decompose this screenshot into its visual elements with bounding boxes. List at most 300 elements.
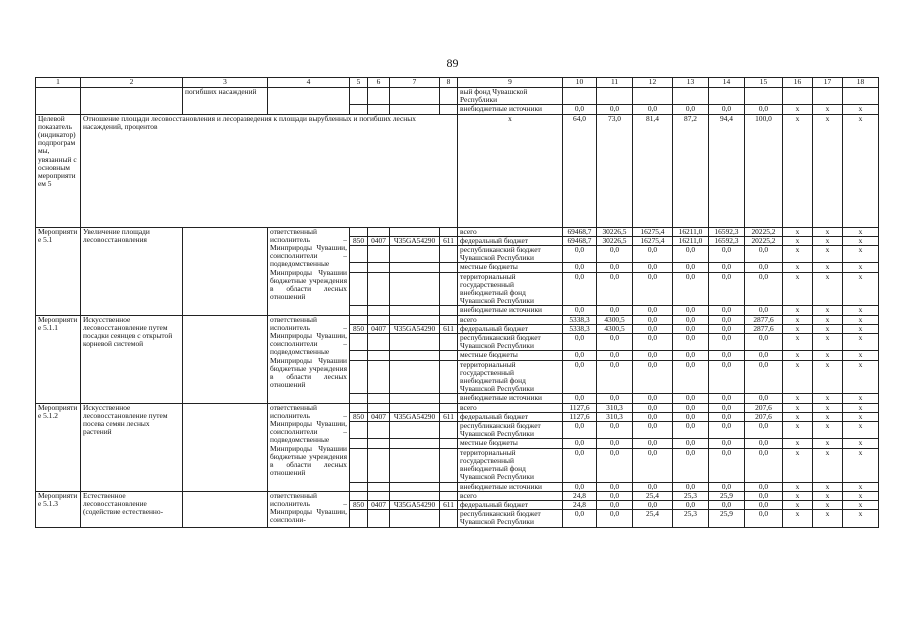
x-cell: x — [783, 114, 813, 227]
cell-code — [350, 482, 368, 491]
value-cell: 24,8 — [563, 500, 597, 509]
x-cell: x — [813, 105, 843, 114]
budget-source: местные бюджеты — [458, 439, 563, 448]
cell-code — [368, 315, 390, 324]
x-cell: x — [783, 227, 813, 236]
x-cell: x — [783, 510, 813, 527]
value-cell: 0,0 — [633, 403, 673, 412]
value-cell: 0,0 — [709, 272, 745, 306]
x-cell: x — [783, 105, 813, 114]
x-cell: x — [843, 394, 879, 403]
cell-code — [368, 351, 390, 360]
value-cell: 0,0 — [745, 422, 783, 439]
x-cell: x — [813, 482, 843, 491]
column-header: 4 — [268, 78, 350, 88]
column-header: 12 — [633, 78, 673, 88]
cell-code — [440, 88, 458, 105]
x-cell: x — [843, 236, 879, 245]
x-cell: x — [813, 351, 843, 360]
cell-code — [350, 448, 368, 482]
value-cell: 25,9 — [709, 510, 745, 527]
value-cell: 0,0 — [709, 439, 745, 448]
cell-code — [440, 403, 458, 412]
x-cell: x — [813, 334, 843, 351]
cell-code — [368, 510, 390, 527]
cell-code — [368, 439, 390, 448]
value-cell: 5338,3 — [563, 315, 597, 324]
cell-code — [368, 482, 390, 491]
value-cell: 0,0 — [709, 482, 745, 491]
value-cell: 0,0 — [633, 439, 673, 448]
value-cell: 0,0 — [597, 482, 633, 491]
value-cell: 0,0 — [745, 360, 783, 394]
value-cell: 0,0 — [745, 448, 783, 482]
x-cell: x — [843, 448, 879, 482]
value-cell: 0,0 — [745, 272, 783, 306]
value-cell: 0,0 — [709, 334, 745, 351]
x-cell: x — [783, 306, 813, 315]
value-cell: 0,0 — [597, 491, 633, 500]
x-cell: x — [813, 412, 843, 421]
value-cell: 0,0 — [709, 360, 745, 394]
column-header: 8 — [440, 78, 458, 88]
budget-code: 611 — [440, 236, 458, 245]
value-cell: 2877,6 — [745, 324, 783, 333]
measure-label: Мероприятие 5.1.2 — [36, 403, 81, 491]
column-header: 2 — [81, 78, 183, 88]
budget-source: местные бюджеты — [458, 351, 563, 360]
value-cell: 0,0 — [633, 422, 673, 439]
cell-code — [350, 439, 368, 448]
value-cell: 16211,0 — [673, 227, 709, 236]
page-number: 89 — [446, 56, 459, 70]
cell-code — [368, 403, 390, 412]
value-cell — [709, 88, 745, 105]
cell-code — [440, 422, 458, 439]
cell-code — [390, 448, 440, 482]
value-cell: 0,0 — [563, 306, 597, 315]
x-cell: x — [843, 412, 879, 421]
cell-code — [368, 263, 390, 272]
cell-code — [390, 482, 440, 491]
column-header: 16 — [783, 78, 813, 88]
cell-code — [350, 246, 368, 263]
value-cell: 25,4 — [633, 510, 673, 527]
budget-source: территориальный государственный внебюджетный фонд Чувашской Республики — [458, 360, 563, 394]
x-cell: x — [843, 263, 879, 272]
x-cell: x — [843, 334, 879, 351]
value-cell: 0,0 — [673, 448, 709, 482]
table-row — [36, 403, 879, 412]
cell-col3: погибших насаждений — [183, 88, 268, 115]
value-cell: 94,4 — [709, 114, 745, 227]
cell-code — [350, 88, 368, 105]
cell-code — [440, 105, 458, 114]
x-cell — [783, 88, 813, 105]
value-cell: 0,0 — [673, 246, 709, 263]
value-cell: 25,3 — [673, 510, 709, 527]
value-cell: 0,0 — [633, 334, 673, 351]
value-cell — [563, 88, 597, 105]
value-cell: 0,0 — [633, 394, 673, 403]
value-cell: 0,0 — [633, 263, 673, 272]
value-cell: 69468,7 — [563, 227, 597, 236]
value-cell: 0,0 — [633, 105, 673, 114]
budget-source: вый фонд Чувашской Республики — [458, 88, 563, 105]
value-cell: 0,0 — [745, 334, 783, 351]
value-cell: 0,0 — [563, 351, 597, 360]
cell-code — [390, 315, 440, 324]
column-header: 3 — [183, 78, 268, 88]
cell-code — [440, 394, 458, 403]
measure-name: Искусственное лесовосстановление путем посева семян лесных растений — [81, 403, 183, 491]
value-cell: 0,0 — [673, 263, 709, 272]
x-cell: x — [783, 236, 813, 245]
budget-source: республиканский бюджет Чувашской Республики — [458, 246, 563, 263]
value-cell: 0,0 — [745, 263, 783, 272]
x-cell: x — [843, 315, 879, 324]
budget-code: Ч35GA54290 — [390, 412, 440, 421]
cell-code — [440, 360, 458, 394]
value-cell: 0,0 — [673, 394, 709, 403]
x-cell: x — [813, 306, 843, 315]
cell-code — [368, 360, 390, 394]
cell-code — [350, 351, 368, 360]
cell-code — [350, 510, 368, 527]
budget-source: местные бюджеты — [458, 263, 563, 272]
cell-code — [368, 448, 390, 482]
target-indicator-row — [36, 114, 879, 227]
target-label: Целевой показатель (индикатор) подпрограммы, увязанный с основным мероприятием 5 — [36, 114, 81, 227]
value-cell: 0,0 — [673, 482, 709, 491]
x-cell: x — [813, 263, 843, 272]
cell-code — [368, 88, 390, 105]
value-cell: 0,0 — [597, 448, 633, 482]
value-cell: 0,0 — [597, 360, 633, 394]
column-header: 10 — [563, 78, 597, 88]
value-cell: 64,0 — [563, 114, 597, 227]
value-cell: 0,0 — [745, 105, 783, 114]
x-cell: x — [813, 491, 843, 500]
value-cell: 0,0 — [633, 412, 673, 421]
value-cell: 69468,7 — [563, 236, 597, 245]
x-cell: x — [813, 403, 843, 412]
cell-code — [390, 491, 440, 500]
x-cell — [843, 88, 879, 105]
x-cell: x — [783, 491, 813, 500]
measure-label: Мероприятие 5.1.1 — [36, 315, 81, 403]
value-cell: 0,0 — [633, 306, 673, 315]
cell-code — [440, 227, 458, 236]
cell-col3 — [183, 315, 268, 403]
value-cell: 0,0 — [563, 510, 597, 527]
cell-col1 — [36, 88, 81, 115]
value-cell: 0,0 — [709, 448, 745, 482]
value-cell: 0,0 — [673, 306, 709, 315]
x-cell: x — [783, 403, 813, 412]
value-cell: 0,0 — [597, 263, 633, 272]
x-cell: x — [813, 500, 843, 509]
x-cell: x — [813, 114, 843, 227]
value-cell: 1127,6 — [563, 412, 597, 421]
x-cell: x — [783, 263, 813, 272]
budget-source: внебюджетные источники — [458, 105, 563, 114]
cell-code — [350, 105, 368, 114]
cell-code — [368, 394, 390, 403]
cell-code — [390, 306, 440, 315]
value-cell: 0,0 — [563, 263, 597, 272]
cell-code — [390, 246, 440, 263]
x-cell: x — [843, 422, 879, 439]
budget-code: 0407 — [368, 324, 390, 333]
x-cell: x — [813, 439, 843, 448]
value-cell: 0,0 — [563, 439, 597, 448]
value-cell — [633, 88, 673, 105]
value-cell: 16592,3 — [709, 236, 745, 245]
x-cell: x — [783, 324, 813, 333]
budget-source: территориальный государственный внебюджетный фонд Чувашской Республики — [458, 272, 563, 306]
budget-source: федеральный бюджет — [458, 236, 563, 245]
budget-source: всего — [458, 315, 563, 324]
value-cell: 0,0 — [563, 360, 597, 394]
cell-code — [350, 263, 368, 272]
x-cell: x — [843, 439, 879, 448]
budget-source: федеральный бюджет — [458, 500, 563, 509]
budget-source: федеральный бюджет — [458, 412, 563, 421]
x-cell: x — [783, 482, 813, 491]
cell-code — [440, 439, 458, 448]
value-cell: 0,0 — [745, 510, 783, 527]
budget-code: Ч35GA54290 — [390, 324, 440, 333]
value-cell: 0,0 — [563, 334, 597, 351]
value-cell: 0,0 — [673, 324, 709, 333]
x-cell: x — [843, 351, 879, 360]
value-cell: 0,0 — [563, 394, 597, 403]
value-cell: 0,0 — [709, 306, 745, 315]
value-cell: 16275,4 — [633, 236, 673, 245]
value-cell: 0,0 — [673, 105, 709, 114]
column-header: 9 — [458, 78, 563, 88]
budget-code: 850 — [350, 236, 368, 245]
cell-code — [350, 403, 368, 412]
table-row — [36, 88, 879, 105]
value-cell: 4300,5 — [597, 324, 633, 333]
budget-code: 0407 — [368, 236, 390, 245]
cell-code — [350, 360, 368, 394]
x-cell: x — [813, 394, 843, 403]
value-cell: 0,0 — [709, 246, 745, 263]
x-cell: x — [843, 227, 879, 236]
value-cell: 0,0 — [673, 412, 709, 421]
x-cell: x — [783, 448, 813, 482]
cell-code — [440, 510, 458, 527]
column-header: 14 — [709, 78, 745, 88]
cell-code — [390, 422, 440, 439]
cell-code — [368, 491, 390, 500]
cell-code — [368, 306, 390, 315]
value-cell: 25,3 — [673, 491, 709, 500]
value-cell: 0,0 — [633, 448, 673, 482]
cell-code — [350, 422, 368, 439]
table-row — [36, 315, 879, 324]
cell-code — [390, 510, 440, 527]
cell-col3 — [183, 403, 268, 491]
x-cell: x — [783, 351, 813, 360]
value-cell: 0,0 — [563, 482, 597, 491]
x-cell: x — [813, 246, 843, 263]
value-cell: 0,0 — [633, 324, 673, 333]
column-header: 11 — [597, 78, 633, 88]
x-cell: x — [813, 510, 843, 527]
value-cell: 81,4 — [633, 114, 673, 227]
value-cell: 0,0 — [745, 439, 783, 448]
budget-code: 0407 — [368, 412, 390, 421]
value-cell: 0,0 — [709, 263, 745, 272]
value-cell: 310,3 — [597, 412, 633, 421]
x-cell — [813, 88, 843, 105]
value-cell: 0,0 — [563, 105, 597, 114]
value-cell — [673, 88, 709, 105]
value-cell: 16211,0 — [673, 236, 709, 245]
budget-code: 611 — [440, 500, 458, 509]
value-cell: 73,0 — [597, 114, 633, 227]
x-cell: x — [813, 448, 843, 482]
value-cell: 0,0 — [597, 246, 633, 263]
cell-col2 — [81, 88, 183, 115]
value-cell: 0,0 — [709, 422, 745, 439]
value-cell: 0,0 — [745, 351, 783, 360]
cell-code — [440, 351, 458, 360]
value-cell: 0,0 — [633, 360, 673, 394]
budget-source: территориальный государственный внебюджетный фонд Чувашской Республики — [458, 448, 563, 482]
x-cell: x — [843, 306, 879, 315]
cell-code — [350, 334, 368, 351]
cell-code — [350, 227, 368, 236]
value-cell: 0,0 — [673, 334, 709, 351]
x-cell: x — [843, 246, 879, 263]
value-cell: 0,0 — [673, 360, 709, 394]
budget-code: 850 — [350, 324, 368, 333]
value-cell: 0,0 — [745, 246, 783, 263]
column-header: 6 — [368, 78, 390, 88]
value-cell — [745, 88, 783, 105]
x-cell: x — [843, 510, 879, 527]
x-cell: x — [813, 360, 843, 394]
value-cell: 0,0 — [633, 246, 673, 263]
budget-source: республиканский бюджет Чувашской Республики — [458, 422, 563, 439]
measure-label: Мероприятие 5.1 — [36, 227, 81, 315]
cell-code — [440, 315, 458, 324]
x-cell: x — [843, 324, 879, 333]
budget-table — [35, 77, 879, 528]
value-cell — [597, 88, 633, 105]
x-cell: x — [843, 105, 879, 114]
value-cell: 0,0 — [745, 306, 783, 315]
cell-code — [350, 491, 368, 500]
cell-code — [390, 88, 440, 105]
value-cell: 0,0 — [597, 105, 633, 114]
value-cell: 0,0 — [563, 448, 597, 482]
table-row — [36, 227, 879, 236]
column-header: 15 — [745, 78, 783, 88]
measure-name: Естественное лесовосстановление (содействие естественно- — [81, 491, 183, 527]
x-cell: x — [783, 439, 813, 448]
x-cell: x — [783, 334, 813, 351]
x-cell: x — [843, 272, 879, 306]
value-cell: 0,0 — [597, 394, 633, 403]
x-cell: x — [813, 315, 843, 324]
value-cell: 0,0 — [563, 246, 597, 263]
budget-source: внебюджетные источники — [458, 306, 563, 315]
value-cell: 0,0 — [709, 351, 745, 360]
budget-code: 0407 — [368, 500, 390, 509]
value-cell: 87,2 — [673, 114, 709, 227]
value-cell: 0,0 — [597, 351, 633, 360]
x-cell: x — [783, 422, 813, 439]
value-cell: 0,0 — [745, 482, 783, 491]
value-cell: 0,0 — [709, 412, 745, 421]
column-header: 18 — [843, 78, 879, 88]
x-cell: x — [783, 360, 813, 394]
x-cell: x — [783, 412, 813, 421]
cell-code — [390, 360, 440, 394]
cell-code — [368, 227, 390, 236]
budget-source: всего — [458, 491, 563, 500]
value-cell: 25,4 — [633, 491, 673, 500]
table-row — [36, 491, 879, 500]
value-cell: 0,0 — [709, 105, 745, 114]
cell-code — [440, 491, 458, 500]
value-cell: 0,0 — [673, 351, 709, 360]
value-cell: 0,0 — [633, 315, 673, 324]
x-cell: x — [783, 500, 813, 509]
value-cell: 0,0 — [709, 500, 745, 509]
value-cell: 0,0 — [745, 500, 783, 509]
x-cell: x — [813, 227, 843, 236]
cell-code — [368, 422, 390, 439]
budget-code: 850 — [350, 412, 368, 421]
value-cell: 0,0 — [673, 439, 709, 448]
x-cell: x — [843, 360, 879, 394]
value-cell: 25,9 — [709, 491, 745, 500]
value-cell: 0,0 — [563, 422, 597, 439]
cell-code — [390, 105, 440, 114]
x-cell: x — [843, 500, 879, 509]
value-cell: 310,3 — [597, 403, 633, 412]
budget-code: 611 — [440, 324, 458, 333]
value-cell: 0,0 — [709, 324, 745, 333]
responsible-executor: ответственный исполнитель – Минприроды Чувашии, соисполнители – подведомственные Минприроды Чувашии бюджетные учреждения в области лесных отношений — [268, 227, 350, 315]
value-cell: 0,0 — [633, 272, 673, 306]
cell-code — [390, 263, 440, 272]
cell-col4 — [268, 88, 350, 115]
value-cell: 24,8 — [563, 491, 597, 500]
cell-code — [390, 394, 440, 403]
value-cell: 0,0 — [673, 403, 709, 412]
value-cell: 0,0 — [563, 272, 597, 306]
value-cell: 30226,5 — [597, 236, 633, 245]
header-row — [36, 78, 879, 88]
value-cell: 0,0 — [597, 510, 633, 527]
value-cell: 207,6 — [745, 403, 783, 412]
cell-col3 — [183, 491, 268, 527]
x-cell: x — [783, 315, 813, 324]
budget-source: внебюджетные источники — [458, 482, 563, 491]
value-cell: 0,0 — [745, 394, 783, 403]
value-cell: 30226,5 — [597, 227, 633, 236]
column-header: 17 — [813, 78, 843, 88]
cell-code — [440, 263, 458, 272]
